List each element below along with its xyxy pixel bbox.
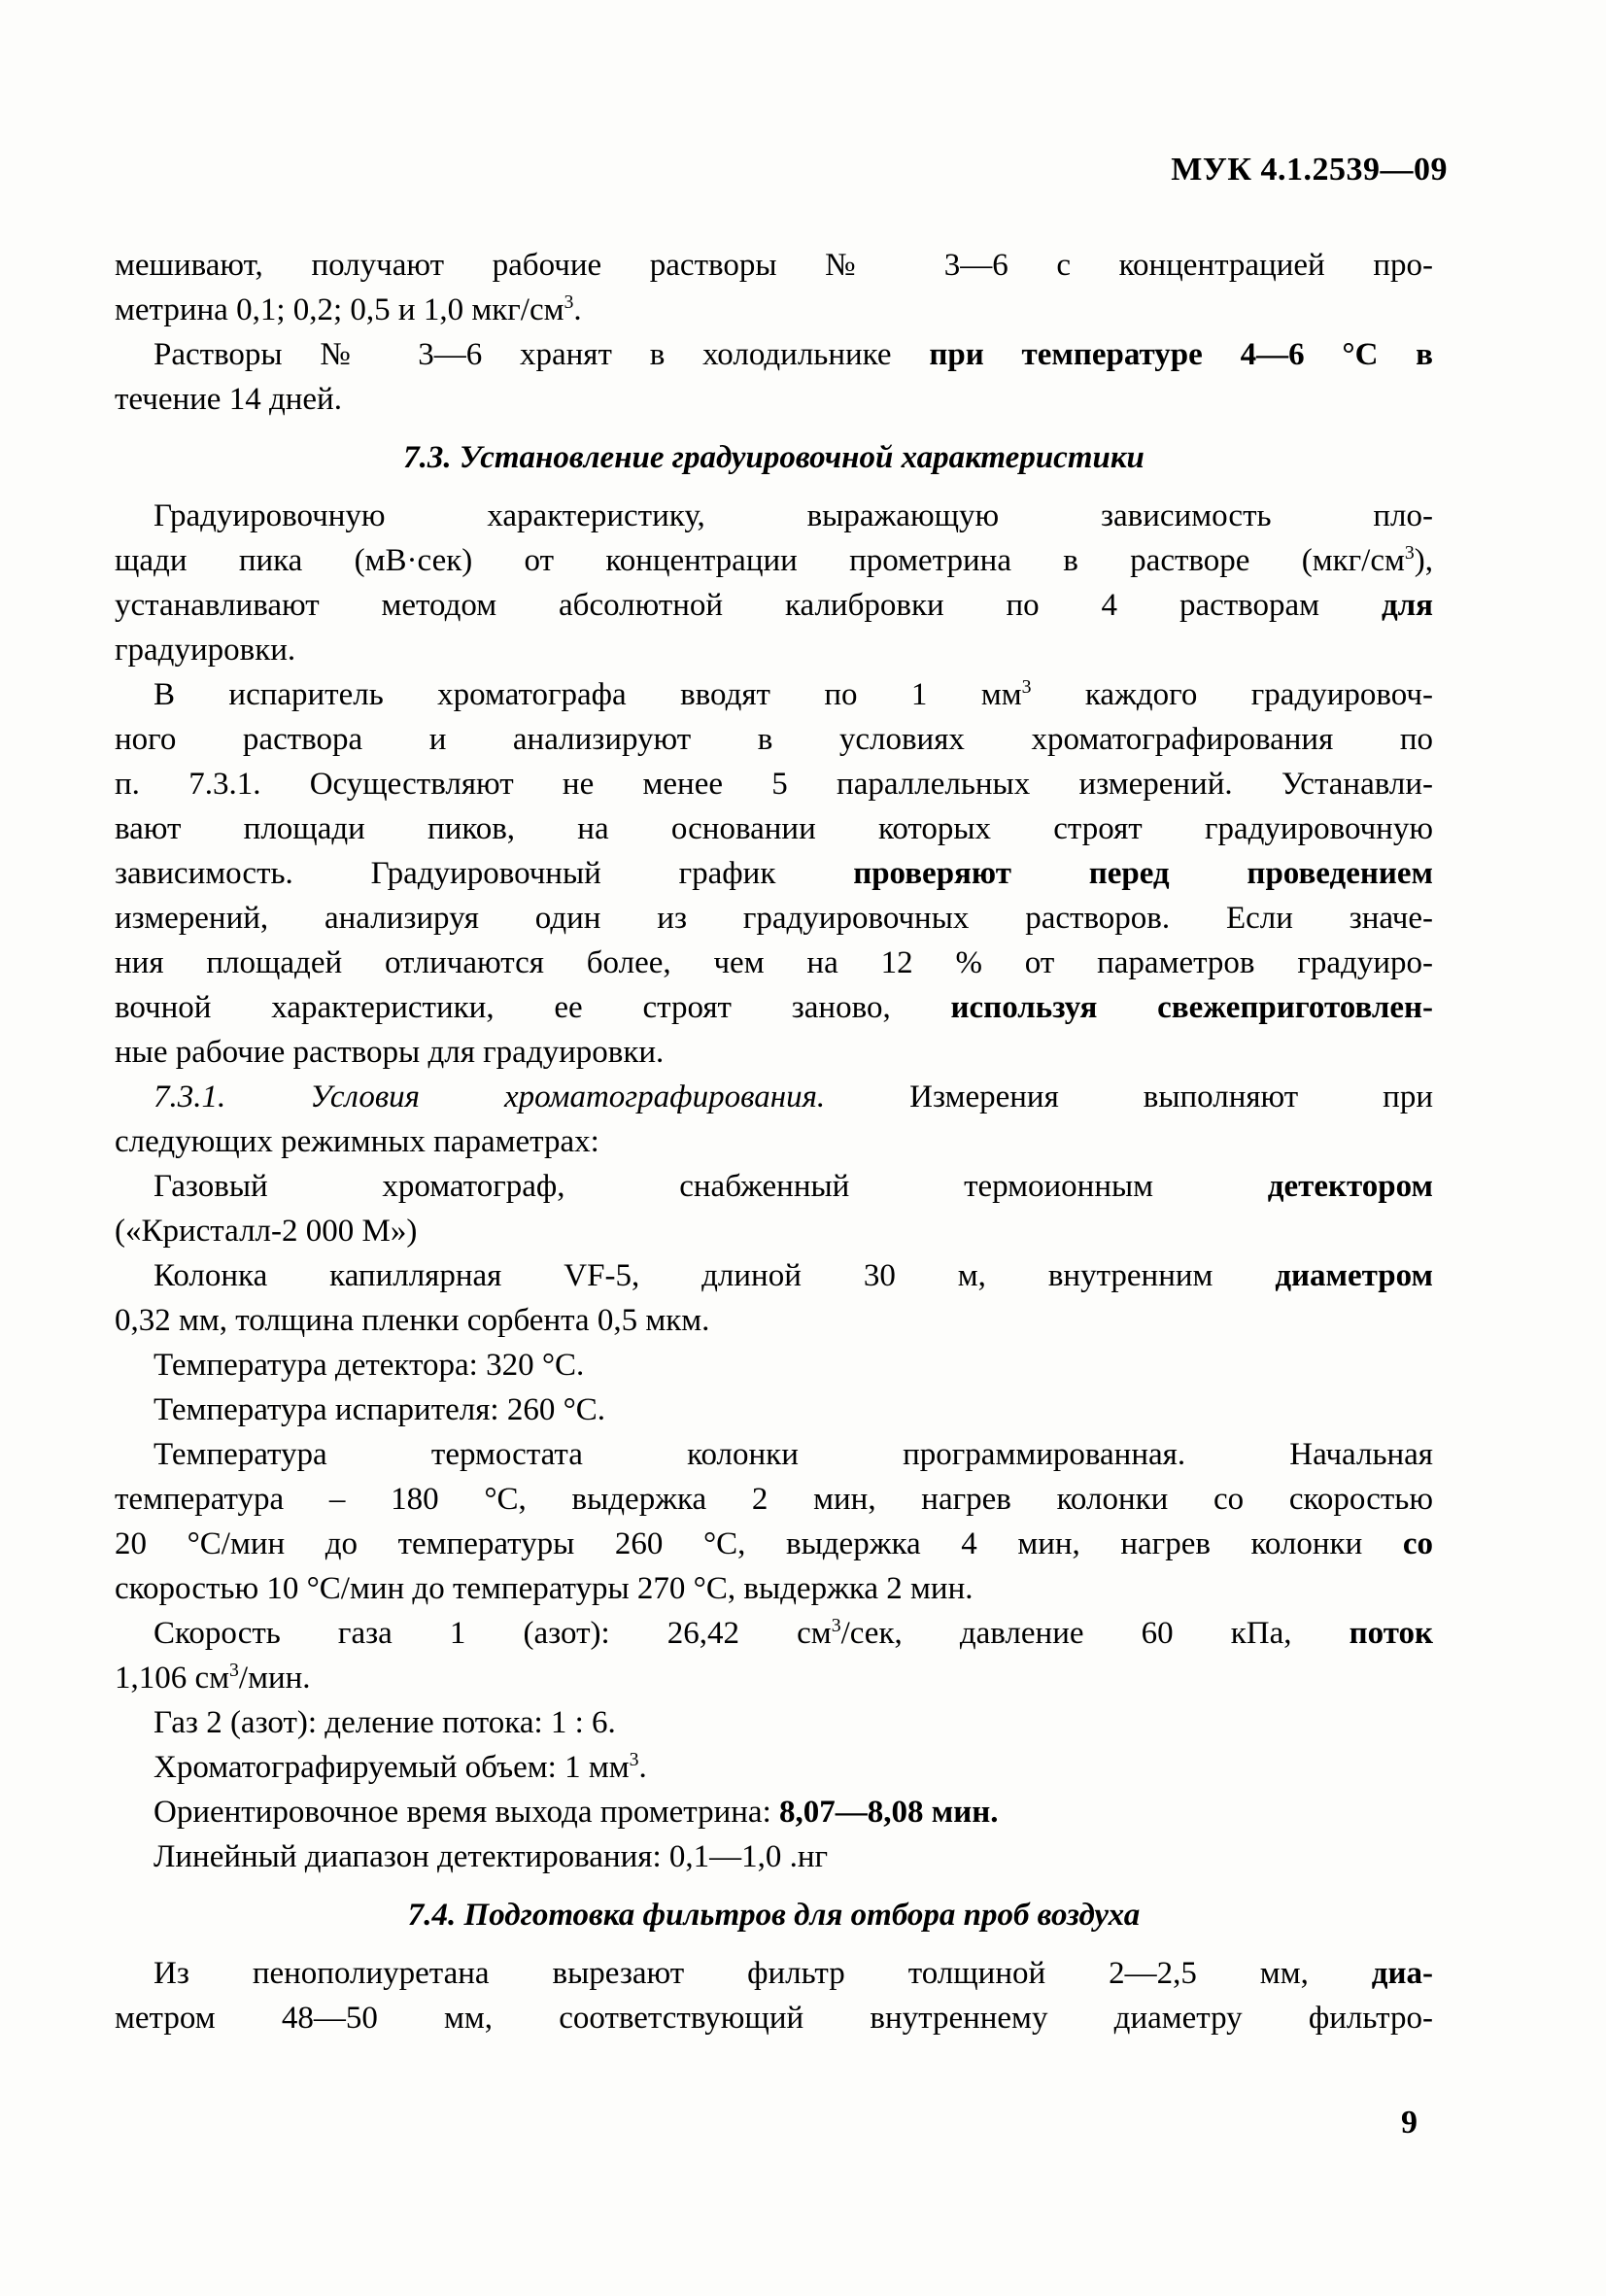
text-line — [115, 1522, 1433, 1566]
document-body — [115, 243, 1433, 2040]
text-segment: 1,106 см — [115, 1661, 230, 1696]
text-line — [115, 1656, 1433, 1700]
text-line — [115, 896, 1433, 941]
text-segment: устанавливают методом абсолютной калибровки по 4 растворам — [115, 588, 1382, 623]
paragraph — [115, 1790, 1433, 1834]
paragraph — [115, 1700, 1433, 1745]
text-segment: зависимость. Градуировочный график — [115, 856, 854, 891]
text-line — [115, 1996, 1433, 2040]
text-line — [115, 762, 1433, 806]
text-segment: ), — [1414, 543, 1433, 578]
text-line — [115, 1700, 1433, 1745]
text-segment: диаметром — [1275, 1258, 1433, 1293]
text-segment: 7.3.1. Условия хроматографирования. — [154, 1079, 826, 1114]
paragraph — [115, 1253, 1433, 1343]
text-segment: Температура термостата колонки программированная. Начальная — [154, 1437, 1433, 1472]
paragraph — [115, 332, 1433, 422]
paragraph — [115, 672, 1433, 1075]
text-segment: . — [573, 292, 582, 327]
text-line — [115, 1790, 1433, 1834]
text-line — [115, 1030, 1433, 1075]
text-segment: В испаритель хроматографа вводят по 1 мм — [154, 677, 1022, 712]
text-segment: со — [1402, 1526, 1433, 1561]
text-segment: Растворы № 3—6 хранят в холодильнике — [154, 337, 930, 372]
text-line — [115, 1164, 1433, 1209]
text-segment: Линейный диапазон детектирования: 0,1—1,0 .нг — [154, 1839, 829, 1874]
text-segment: детектором — [1267, 1169, 1433, 1204]
text-line — [115, 1119, 1433, 1164]
text-segment: Газовый хроматограф, снабженный термоионным — [154, 1169, 1268, 1204]
text-segment: метром 48—50 мм, соответствующий внутреннему диаметру фильтро- — [115, 2001, 1433, 2036]
text-line — [115, 628, 1433, 672]
text-segment: /мин. — [238, 1661, 311, 1696]
section-heading: 7.3. Установление градуировочной характеристики — [403, 440, 1145, 475]
text-line — [115, 1343, 1433, 1388]
text-segment: п. 7.3.1. Осуществляют не менее 5 параллельных измерений. Устанавли- — [115, 767, 1433, 802]
paragraph — [115, 243, 1433, 332]
paragraph — [115, 1388, 1433, 1432]
superscript: 3 — [831, 1615, 841, 1636]
text-line — [115, 806, 1433, 851]
text-line — [115, 1834, 1433, 1879]
text-segment: мешивают, получают рабочие растворы № 3—6 с концентрацией про- — [115, 248, 1433, 283]
text-segment: скоростью 10 °С/мин до температуры 270 °С, выдержка 2 мин. — [115, 1571, 974, 1606]
text-segment: ного раствора и анализируют в условиях хроматографирования по — [115, 722, 1433, 757]
text-segment: следующих режимных параметрах: — [115, 1124, 599, 1159]
text-line — [115, 985, 1433, 1030]
doc-code-header: МУК 4.1.2539—09 — [1171, 152, 1448, 188]
superscript: 3 — [1021, 676, 1032, 698]
text-line — [115, 288, 1433, 332]
text-segment: измерений, анализируя один из градуировочных растворов. Если значе- — [115, 901, 1433, 936]
text-line — [115, 851, 1433, 896]
text-segment: 8,07—8,08 мин. — [778, 1795, 999, 1830]
paragraph — [115, 1745, 1433, 1790]
text-line — [115, 243, 1433, 288]
paragraph — [115, 1951, 1433, 2040]
text-segment: температура – 180 °С, выдержка 2 мин, нагрев колонки со скоростью — [115, 1482, 1433, 1517]
paragraph — [115, 1611, 1433, 1700]
text-line — [115, 1951, 1433, 1996]
text-segment: («Кристалл-2 000 М») — [115, 1214, 418, 1249]
page-number: 9 — [1401, 2105, 1418, 2141]
text-segment: щади пика (мВ·сек) от концентрации прометрина в растворе (мкг/см — [115, 543, 1405, 578]
text-segment: метрина 0,1; 0,2; 0,5 и 1,0 мкг/см — [115, 292, 564, 327]
text-segment: . — [638, 1750, 647, 1785]
text-line — [115, 1298, 1433, 1343]
text-segment: 0,32 мм, толщина пленки сорбента 0,5 мкм. — [115, 1303, 710, 1338]
text-segment: проверяют перед проведением — [853, 856, 1434, 891]
text-segment: Скорость газа 1 (азот): 26,42 см — [154, 1616, 832, 1651]
text-segment: Ориентировочное время выхода прометрина: — [154, 1795, 779, 1830]
text-segment: каждого градуировоч- — [1031, 677, 1433, 712]
text-segment: диа- — [1371, 1956, 1433, 1991]
text-segment: при температуре 4—6 °С в — [929, 337, 1434, 372]
text-line — [115, 377, 1433, 422]
text-line — [115, 1566, 1433, 1611]
text-line — [115, 1477, 1433, 1522]
superscript: 3 — [1404, 542, 1415, 564]
text-segment: поток — [1349, 1616, 1434, 1651]
text-line — [115, 1209, 1433, 1253]
paragraph — [115, 1432, 1433, 1611]
text-segment: ные рабочие растворы для градуировки. — [115, 1035, 665, 1070]
section-heading: 7.4. Подготовка фильтров для отбора проб воздуха — [407, 1898, 1141, 1933]
text-segment: Градуировочную характеристику, выражающую зависимость пло- — [154, 498, 1433, 533]
text-segment: /сек, давление 60 кПа, — [840, 1616, 1350, 1651]
text-segment: вают площади пиков, на основании которых строят градуировочную — [115, 811, 1433, 846]
superscript: 3 — [629, 1749, 639, 1770]
superscript: 3 — [229, 1660, 239, 1681]
text-segment: 20 °С/мин до температуры 260 °С, выдержка 4 мин, нагрев колонки — [115, 1526, 1403, 1561]
text-segment: Температура испарителя: 260 °С. — [154, 1392, 606, 1427]
text-segment: Температура детектора: 320 °С. — [154, 1348, 585, 1383]
text-line — [115, 672, 1433, 717]
text-line — [115, 494, 1433, 538]
text-segment: градуировки. — [115, 633, 296, 668]
text-segment: Хроматографируемый объем: 1 мм — [154, 1750, 630, 1785]
paragraph — [115, 1164, 1433, 1253]
text-segment: течение 14 дней. — [115, 382, 342, 417]
text-line — [115, 717, 1433, 762]
text-line — [115, 583, 1433, 628]
text-line — [115, 1432, 1433, 1477]
superscript: 3 — [564, 291, 574, 313]
text-line — [115, 941, 1433, 985]
text-line — [115, 1611, 1433, 1656]
text-segment: используя свежеприготовлен- — [950, 990, 1433, 1025]
text-line — [115, 1388, 1433, 1432]
text-segment: Газ 2 (азот): деление потока: 1 : 6. — [154, 1705, 616, 1740]
text-line — [115, 1253, 1433, 1298]
text-segment: ния площадей отличаются более, чем на 12 % от параметров градуиро- — [115, 945, 1433, 980]
paragraph — [115, 1834, 1433, 1879]
text-segment: для — [1381, 588, 1433, 623]
paragraph — [115, 1343, 1433, 1388]
text-segment: Из пенополиуретана вырезают фильтр толщиной 2—2,5 мм, — [154, 1956, 1372, 1991]
text-segment: Измерения выполняют при — [825, 1079, 1434, 1114]
text-line — [115, 332, 1433, 377]
text-segment: вочной характеристики, ее строят заново, — [115, 990, 951, 1025]
text-line — [115, 1745, 1433, 1790]
paragraph — [115, 1075, 1433, 1164]
paragraph — [115, 494, 1433, 672]
text-segment: Колонка капиллярная VF-5, длиной 30 м, внутренним — [154, 1258, 1276, 1293]
text-line — [115, 1075, 1433, 1119]
text-line — [115, 538, 1433, 583]
